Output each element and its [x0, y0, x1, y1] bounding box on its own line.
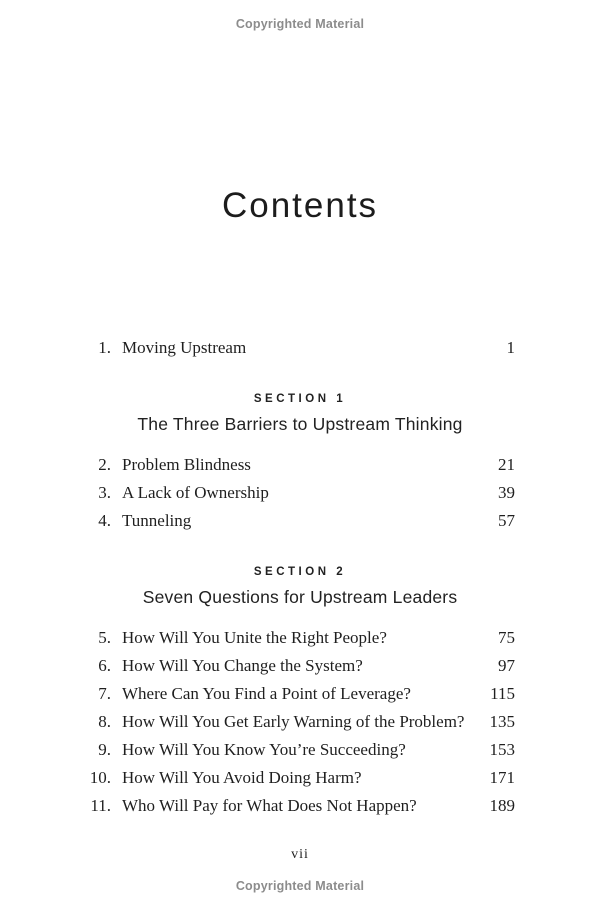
chapter-number: 4.: [98, 511, 111, 530]
chapter-page-number: 21: [498, 455, 515, 474]
toc-entry: [85, 708, 515, 736]
chapter-number: 11.: [90, 796, 111, 815]
chapter-title: Where Can You Find a Point of Leverage?: [122, 684, 411, 703]
section-label: SECTION 1: [253, 393, 347, 405]
toc-entry: [85, 334, 515, 362]
chapter-page-number: 153: [489, 740, 515, 759]
chapter-page-number: 1: [506, 338, 515, 357]
toc-entry: [85, 792, 515, 820]
chapter-title: How Will You Unite the Right People?: [122, 628, 387, 647]
chapter-title: Who Will Pay for What Does Not Happen?: [122, 796, 417, 815]
chapter-page-number: 189: [489, 796, 515, 815]
chapter-title: Moving Upstream: [122, 338, 247, 357]
chapter-number: 7.: [98, 684, 111, 703]
chapter-title: How Will You Know You’re Succeeding?: [122, 740, 406, 759]
chapter-number: 6.: [98, 656, 111, 675]
copyright-notice-bottom: Copyrighted Material: [235, 879, 365, 893]
copyright-notice-top: Copyrighted Material: [235, 17, 365, 31]
chapter-number: 2.: [98, 455, 111, 474]
chapter-page-number: 57: [498, 511, 515, 530]
section-heading: [85, 393, 515, 435]
section-label: SECTION 2: [253, 566, 347, 578]
chapter-number: 1.: [98, 338, 111, 357]
chapter-number: 5.: [98, 628, 111, 647]
chapter-page-number: 39: [498, 483, 515, 502]
section-title: The Three Barriers to Upstream Thinking: [137, 414, 463, 434]
chapter-page-number: 115: [490, 684, 515, 703]
toc-entry: [85, 479, 515, 507]
toc-entry: [85, 680, 515, 708]
chapter-title: Tunneling: [122, 511, 192, 530]
page-title: Contents: [221, 186, 379, 225]
chapter-page-number: 135: [489, 712, 515, 731]
chapter-title: How Will You Avoid Doing Harm?: [122, 768, 362, 787]
section-heading: [85, 566, 515, 608]
chapter-number: 3.: [98, 483, 111, 502]
toc-entry: [85, 736, 515, 764]
toc-entry: [85, 451, 515, 479]
toc-entry: [85, 764, 515, 792]
chapter-title: A Lack of Ownership: [122, 483, 269, 502]
chapter-title: How Will You Change the System?: [122, 656, 363, 675]
toc-entry: [85, 507, 515, 535]
toc-entry: [85, 624, 515, 652]
section-title: Seven Questions for Upstream Leaders: [142, 587, 458, 607]
chapter-page-number: 75: [498, 628, 515, 647]
chapter-number: 9.: [98, 740, 111, 759]
chapter-page-number: 171: [489, 768, 515, 787]
chapter-title: Problem Blindness: [122, 455, 251, 474]
table-of-contents: [85, 334, 515, 820]
chapter-number: 8.: [98, 712, 111, 731]
chapter-number: 10.: [89, 768, 111, 787]
page-folio: vii: [291, 847, 309, 862]
chapter-page-number: 97: [498, 656, 515, 675]
toc-entry: [85, 652, 515, 680]
chapter-title: How Will You Get Early Warning of the Problem?: [122, 712, 465, 731]
